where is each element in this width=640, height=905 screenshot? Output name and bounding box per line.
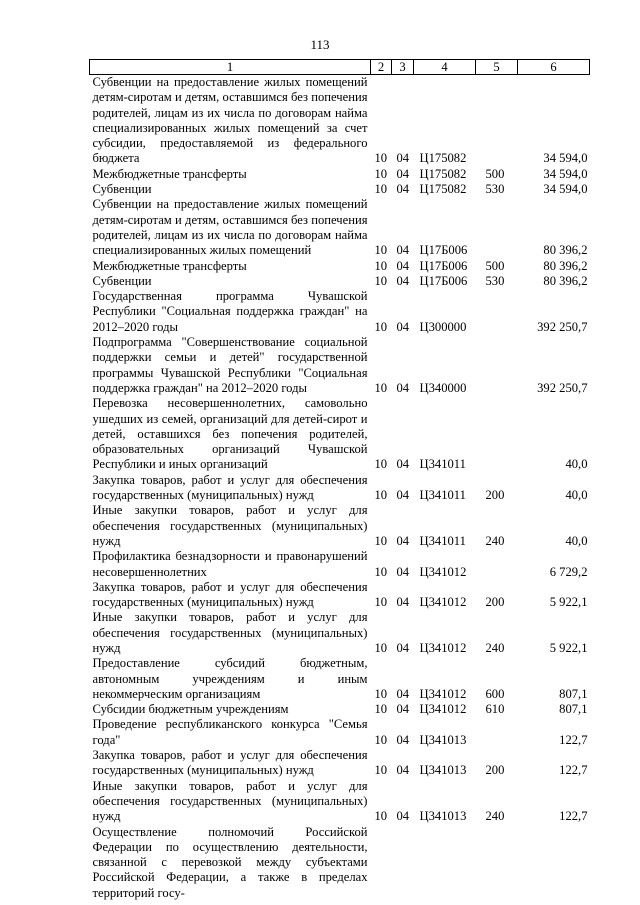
section-cell: 10 <box>374 457 388 472</box>
section-cell: 10 <box>374 380 388 395</box>
amount-cell: 5 922,1 <box>549 595 588 610</box>
table-row <box>90 610 590 656</box>
section-cell: 10 <box>374 763 388 778</box>
column-header: 1 <box>90 60 371 75</box>
subsection-cell: 04 <box>396 273 410 288</box>
table-row <box>90 473 590 504</box>
target-article-cell: Ц17Б006 <box>419 273 468 288</box>
table-row <box>90 549 590 580</box>
section-cell: 10 <box>374 564 388 579</box>
section-cell: 10 <box>374 595 388 610</box>
amount-cell: 6 729,2 <box>549 564 588 579</box>
row-name-cell: Межбюджетные трансферты <box>92 258 247 273</box>
row-name-cell: Проведение республиканского конкурса "Семья года" <box>92 717 368 747</box>
row-name-cell: Субсидии бюджетным учреждениям <box>92 702 289 717</box>
expense-type-cell <box>476 825 518 901</box>
table-row <box>90 825 590 901</box>
table-row <box>90 396 590 472</box>
table-row <box>90 717 590 748</box>
section-cell: 10 <box>374 243 388 258</box>
expense-type-cell <box>476 289 518 335</box>
table-body <box>90 75 590 902</box>
target-article-cell: Ц341011 <box>419 457 466 472</box>
row-name-cell: Иные закупки товаров, работ и услуг для обеспечения государственных (муниципальных) нужд <box>92 778 368 824</box>
row-name-cell: Субвенции на предоставление жилых помещений детям-сиротам и детям, оставшимся без попечения родителей, лицам из их числа по договорам найма специализированных жилых помещений <box>92 197 368 258</box>
section-cell <box>371 825 392 901</box>
section-cell: 10 <box>374 732 388 747</box>
section-cell: 10 <box>374 273 388 288</box>
row-name-cell: Осуществление полномочий Российской Федерации по осуществлению деятельности, связанной с перевозкой между субъектами Российской Федерации, а также в пределах территорий госу- <box>92 824 368 900</box>
expense-type-cell: 530 <box>485 273 505 288</box>
expense-type-cell: 200 <box>485 763 505 778</box>
row-name-cell: Профилактика безнадзорности и правонарушений несовершеннолетних <box>92 549 368 579</box>
target-article-cell: Ц341012 <box>419 595 467 610</box>
amount-cell: 40,0 <box>565 488 588 503</box>
subsection-cell: 04 <box>396 488 410 503</box>
amount-cell: 122,7 <box>559 809 588 824</box>
amount-cell: 392 250,7 <box>537 380 588 395</box>
column-header: 6 <box>518 60 590 75</box>
column-header: 4 <box>414 60 476 75</box>
table-row <box>90 182 590 197</box>
row-name-cell: Субвенции <box>92 182 152 197</box>
row-name-cell: Закупка товаров, работ и услуг для обеспечения государственных (муниципальных) нужд <box>92 472 368 503</box>
subsection-cell: 04 <box>396 809 410 824</box>
target-article-cell: Ц175082 <box>419 166 467 181</box>
table-row <box>90 259 590 274</box>
table-row <box>90 779 590 825</box>
target-article-cell: Ц175082 <box>419 182 467 197</box>
target-article-cell: Ц341013 <box>419 732 467 747</box>
row-name-cell: Иные закупки товаров, работ и услуг для обеспечения государственных (муниципальных) нужд <box>92 503 368 548</box>
amount-cell: 40,0 <box>565 533 588 548</box>
table-row <box>90 289 590 335</box>
table-row <box>90 274 590 289</box>
subsection-cell: 04 <box>396 533 410 548</box>
amount-cell: 122,7 <box>559 763 588 778</box>
amount-cell: 34 594,0 <box>543 166 588 181</box>
amount-cell: 40,0 <box>565 457 588 472</box>
section-cell: 10 <box>374 640 388 655</box>
expense-type-cell: 500 <box>485 166 505 181</box>
expense-type-cell: 240 <box>485 809 505 824</box>
target-article-cell: Ц341011 <box>419 533 466 548</box>
table-row <box>90 503 590 549</box>
section-cell: 10 <box>374 533 388 548</box>
amount-cell: 34 594,0 <box>543 151 588 166</box>
row-name-cell: Подпрограмма "Совершенствование социальной поддержки семьи и детей" государственной программы Чувашской Республики "Социальная поддержка граждан" на 2012–2020 годы <box>92 335 368 395</box>
expense-type-cell: 240 <box>485 533 505 548</box>
section-cell: 10 <box>374 166 388 181</box>
expense-type-cell <box>476 75 518 167</box>
target-article-cell: Ц341012 <box>419 640 467 655</box>
target-article-cell: Ц17Б006 <box>419 258 468 273</box>
subsection-cell: 04 <box>396 182 410 197</box>
section-cell: 10 <box>374 702 388 717</box>
amount-cell: 122,7 <box>559 732 588 747</box>
subsection-cell: 04 <box>396 686 410 701</box>
subsection-cell: 04 <box>396 564 410 579</box>
target-article-cell: Ц341013 <box>419 809 467 824</box>
subsection-cell: 04 <box>396 763 410 778</box>
section-cell: 10 <box>374 151 388 166</box>
subsection-cell <box>392 825 414 901</box>
target-article-cell: Ц300000 <box>419 319 467 334</box>
table-row <box>90 580 590 611</box>
expense-type-cell <box>476 549 518 580</box>
row-name-cell: Перевозка несовершеннолетних, самовольно ушедших из семей, организаций для детей-сирот и детей, оставшихся без попечения родителей, образовательных организаций Чувашской Республики и иных организаций <box>92 396 368 472</box>
subsection-cell: 04 <box>396 380 410 395</box>
target-article-cell: Ц341013 <box>419 763 467 778</box>
table-header-row <box>90 60 590 75</box>
amount-cell: 80 396,2 <box>543 273 588 288</box>
subsection-cell: 04 <box>396 457 410 472</box>
budget-table <box>89 59 590 901</box>
row-name-cell: Иные закупки товаров, работ и услуг для обеспечения государственных (муниципальных) нужд <box>92 610 368 655</box>
table-row <box>90 748 590 779</box>
page-number: 113 <box>310 37 330 52</box>
target-article-cell: Ц341011 <box>419 488 466 503</box>
subsection-cell: 04 <box>396 595 410 610</box>
table-row <box>90 335 590 396</box>
row-name-cell: Субвенции на предоставление жилых помещений детям-сиротам и детям, оставшимся без попечения родителей, лицам из их числа по договорам найма специализированных жилых помещений за счет субсидии, предоставляемой из федерального бюджета <box>92 75 368 166</box>
expense-type-cell: 500 <box>485 258 505 273</box>
expense-type-cell <box>476 335 518 396</box>
target-article-cell <box>414 825 476 901</box>
target-article-cell: Ц175082 <box>419 151 467 166</box>
target-article-cell: Ц341012 <box>419 564 467 579</box>
subsection-cell: 04 <box>396 243 410 258</box>
amount-cell: 80 396,2 <box>543 243 588 258</box>
expense-type-cell <box>476 717 518 748</box>
column-header: 5 <box>476 60 518 75</box>
target-article-cell: Ц341012 <box>419 686 467 701</box>
expense-type-cell: 200 <box>485 488 505 503</box>
expense-type-cell <box>476 197 518 258</box>
subsection-cell: 04 <box>396 640 410 655</box>
expense-type-cell: 200 <box>485 595 505 610</box>
section-cell: 10 <box>374 488 388 503</box>
amount-cell: 80 396,2 <box>543 258 588 273</box>
row-name-cell: Государственная программа Чувашской Республики "Социальная поддержка граждан" на 2012–2020 годы <box>92 289 368 334</box>
section-cell: 10 <box>374 258 388 273</box>
row-name-cell: Закупка товаров, работ и услуг для обеспечения государственных (муниципальных) нужд <box>92 579 368 610</box>
table-row <box>90 75 590 167</box>
target-article-cell: Ц17Б006 <box>419 243 468 258</box>
expense-type-cell <box>476 396 518 472</box>
row-name-cell: Субвенции <box>92 273 152 288</box>
row-name-cell: Предоставление субсидий бюджетным, автономным учреждениям и иным некоммерческим организациям <box>92 656 368 701</box>
expense-type-cell: 610 <box>485 702 505 717</box>
section-cell: 10 <box>374 809 388 824</box>
table-row <box>90 167 590 182</box>
section-cell: 10 <box>374 686 388 701</box>
subsection-cell: 04 <box>396 319 410 334</box>
amount-cell: 392 250,7 <box>537 319 588 334</box>
amount-cell: 807,1 <box>559 702 588 717</box>
amount-cell <box>518 825 590 901</box>
target-article-cell: Ц340000 <box>419 380 467 395</box>
table-row <box>90 197 590 258</box>
table-row <box>90 702 590 717</box>
expense-type-cell: 600 <box>485 686 505 701</box>
subsection-cell: 04 <box>396 166 410 181</box>
section-cell: 10 <box>374 182 388 197</box>
target-article-cell: Ц341012 <box>419 702 467 717</box>
subsection-cell: 04 <box>396 732 410 747</box>
subsection-cell: 04 <box>396 702 410 717</box>
section-cell: 10 <box>374 319 388 334</box>
column-header: 2 <box>371 60 392 75</box>
expense-type-cell: 530 <box>485 182 505 197</box>
amount-cell: 5 922,1 <box>549 640 588 655</box>
amount-cell: 34 594,0 <box>543 182 588 197</box>
row-name-cell: Межбюджетные трансферты <box>92 166 247 181</box>
column-header: 3 <box>392 60 414 75</box>
row-name-cell: Закупка товаров, работ и услуг для обеспечения государственных (муниципальных) нужд <box>92 748 368 778</box>
expense-type-cell: 240 <box>485 640 505 655</box>
amount-cell: 807,1 <box>559 686 588 701</box>
subsection-cell: 04 <box>396 258 410 273</box>
subsection-cell: 04 <box>396 151 410 166</box>
table-row <box>90 656 590 702</box>
